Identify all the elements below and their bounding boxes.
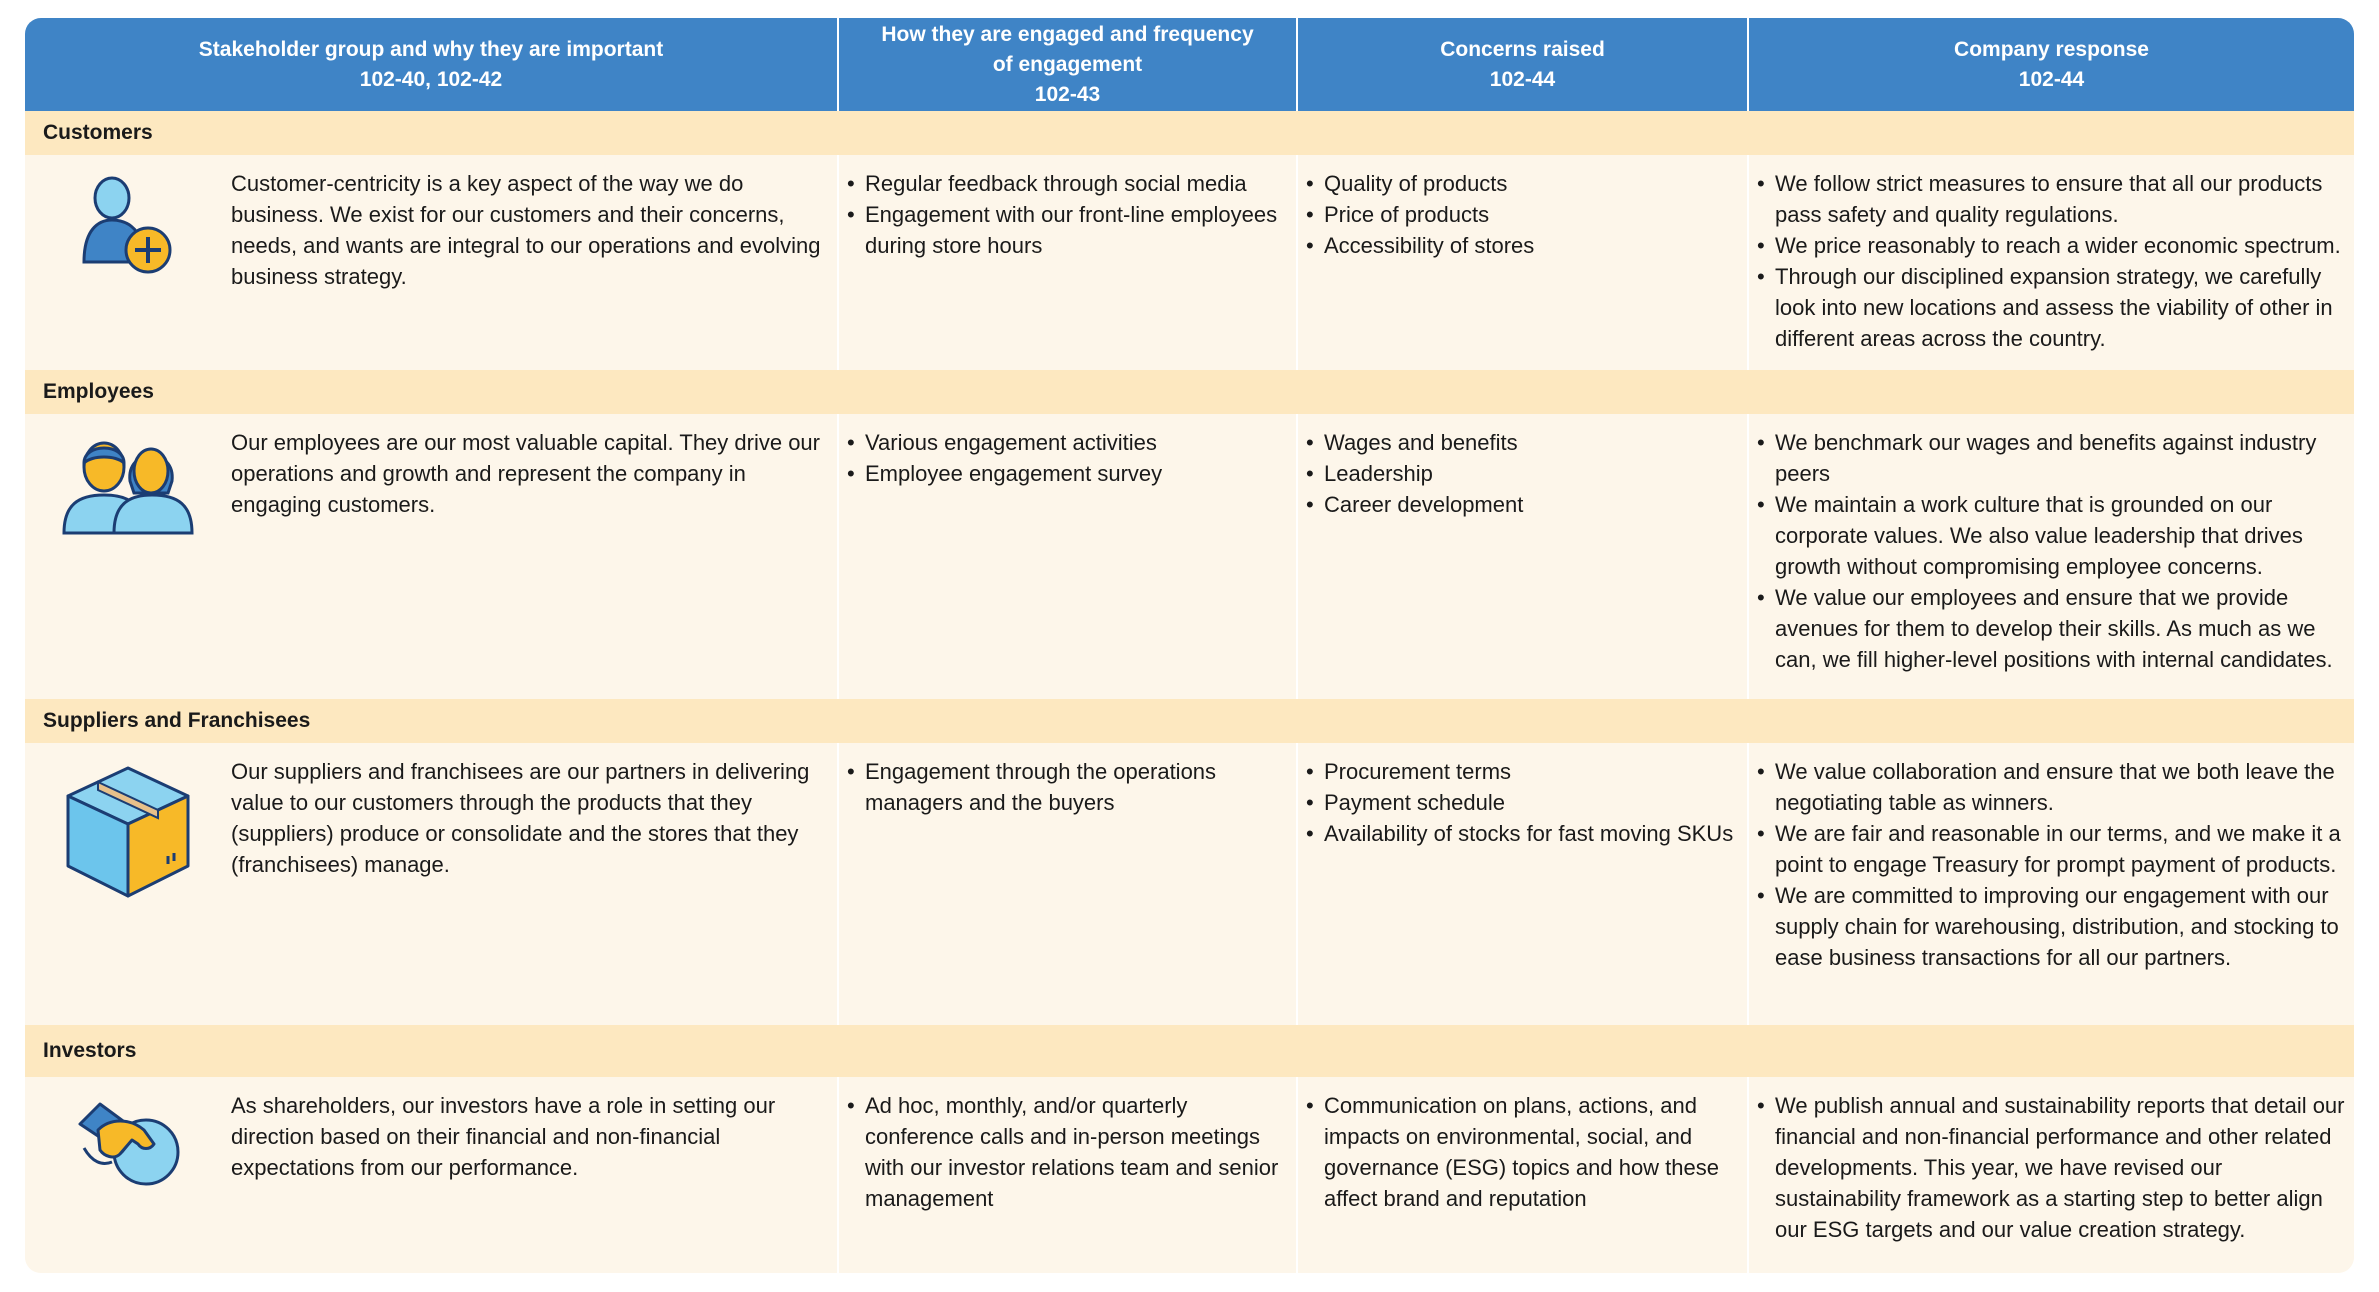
header-code: 102-40, 102-42 [359,67,503,91]
list-item: • We price reasonably to reach a wider economic spectrum. [1755,230,2348,261]
list-item: • Quality of products [1304,168,1747,199]
header-company-response [1749,18,2354,111]
list-item: • Through our disciplined expansion strategy, we carefully look into new locations and assess the viability of other in different areas across the country. [1755,261,2348,354]
concerns-cell [1298,155,1749,370]
list-item: • Regular feedback through social media [845,168,1296,199]
response-list [1755,427,2348,675]
response-cell [1749,743,2354,1025]
stakeholder-cell [25,155,839,370]
handshake-icon [25,1090,231,1273]
engagement-cell [839,155,1298,370]
stakeholder-cell [25,414,839,699]
engagement-list [845,1090,1296,1214]
engagement-list [845,427,1296,489]
stakeholder-description: Customer-centricity is a key aspect of the way we do business. We exist for our customers and their concerns, needs, and wants are integral to our operations and evolving business strategy. [231,171,821,289]
list-item: • Communication on plans, actions, and impacts on environmental, social, and governance (ESG) topics and how these affect brand and reputation [1304,1090,1747,1214]
list-item: • Career development [1304,489,1747,520]
stakeholder-table [25,18,2354,1273]
list-item: • We value our employees and ensure that we provide avenues for them to develop their skills. As much as we can, we fill higher-level positions with internal candidates. [1755,582,2348,675]
engagement-cell [839,414,1298,699]
list-item: • Availability of stocks for fast moving SKUs [1304,818,1747,849]
list-item: • Accessibility of stores [1304,230,1747,261]
list-item: • Employee engagement survey [845,458,1296,489]
list-item: • We are committed to improving our engagement with our supply chain for warehousing, distribution, and stocking to ease business transactions for all our partners. [1755,880,2348,973]
section-title-employees: Employees [25,370,2354,414]
section-title-investors: Investors [25,1025,2354,1077]
stakeholder-description: Our suppliers and franchisees are our partners in delivering value to our customers through the products that they (suppliers) produce or consolidate and the stores that they (franchisees) manage. [231,759,810,877]
header-title-line1: How they are engaged and frequency [881,22,1254,46]
stakeholder-cell [25,743,839,1025]
header-code: 102-44 [1489,67,1556,91]
header-title-line2: of engagement [992,52,1143,76]
section-title-customers: Customers [25,111,2354,155]
stakeholder-description: As shareholders, our investors have a role in setting our direction based on their financial and non-financial expectations from our performance. [231,1093,776,1180]
engagement-cell [839,743,1298,1025]
list-item: • We are fair and reasonable in our terms, and we make it a point to engage Treasury for prompt payment of products. [1755,818,2348,880]
header-stakeholder-group [25,18,839,111]
section-customers [25,155,2354,370]
customer-add-icon [25,168,231,370]
concerns-cell [1298,1077,1749,1273]
list-item: • Payment schedule [1304,787,1747,818]
concerns-list [1304,168,1747,261]
engagement-cell [839,1077,1298,1273]
header-title: Stakeholder group and why they are important [198,37,664,61]
concerns-list [1304,756,1747,849]
list-item: • Wages and benefits [1304,427,1747,458]
section-title-suppliers: Suppliers and Franchisees [25,699,2354,743]
list-item: • Leadership [1304,458,1747,489]
list-item: • Procurement terms [1304,756,1747,787]
list-item: • Engagement with our front-line employees during store hours [845,199,1296,261]
list-item: • Price of products [1304,199,1747,230]
employees-icon [25,427,231,699]
list-item: • Engagement through the operations managers and the buyers [845,756,1296,818]
package-box-icon [25,756,231,1025]
list-item: • We maintain a work culture that is grounded on our corporate values. We also value leadership that drives growth without compromising employee concerns. [1755,489,2348,582]
table-header [25,18,2354,111]
header-title: Company response [1954,37,2149,61]
list-item: • We value collaboration and ensure that we both leave the negotiating table as winners. [1755,756,2348,818]
concerns-list [1304,427,1747,520]
section-investors [25,1077,2354,1273]
list-item: • We follow strict measures to ensure that all our products pass safety and quality regulations. [1755,168,2348,230]
header-code: 102-43 [1034,82,1101,106]
response-cell [1749,414,2354,699]
stakeholder-description: Our employees are our most valuable capital. They drive our operations and growth and represent the company in engaging customers. [231,430,820,517]
engagement-list [845,168,1296,261]
header-concerns [1298,18,1749,111]
section-employees [25,414,2354,699]
stakeholder-cell [25,1077,839,1273]
response-cell [1749,1077,2354,1273]
response-list [1755,756,2348,973]
header-engagement [839,18,1298,111]
response-cell [1749,155,2354,370]
response-list [1755,168,2348,354]
list-item: • Ad hoc, monthly, and/or quarterly conference calls and in-person meetings with our investor relations team and senior management [845,1090,1296,1214]
list-item: • Various engagement activities [845,427,1296,458]
header-code: 102-44 [2018,67,2085,91]
list-item: • We benchmark our wages and benefits against industry peers [1755,427,2348,489]
concerns-list [1304,1090,1747,1214]
section-suppliers [25,743,2354,1025]
concerns-cell [1298,743,1749,1025]
header-title: Concerns raised [1440,37,1605,61]
concerns-cell [1298,414,1749,699]
list-item: • We publish annual and sustainability reports that detail our financial and non-financial performance and other related developments. This year, we have revised our sustainability framework as a starting step to better align our ESG targets and our value creation strategy. [1755,1090,2348,1245]
engagement-list [845,756,1296,818]
response-list [1755,1090,2348,1245]
